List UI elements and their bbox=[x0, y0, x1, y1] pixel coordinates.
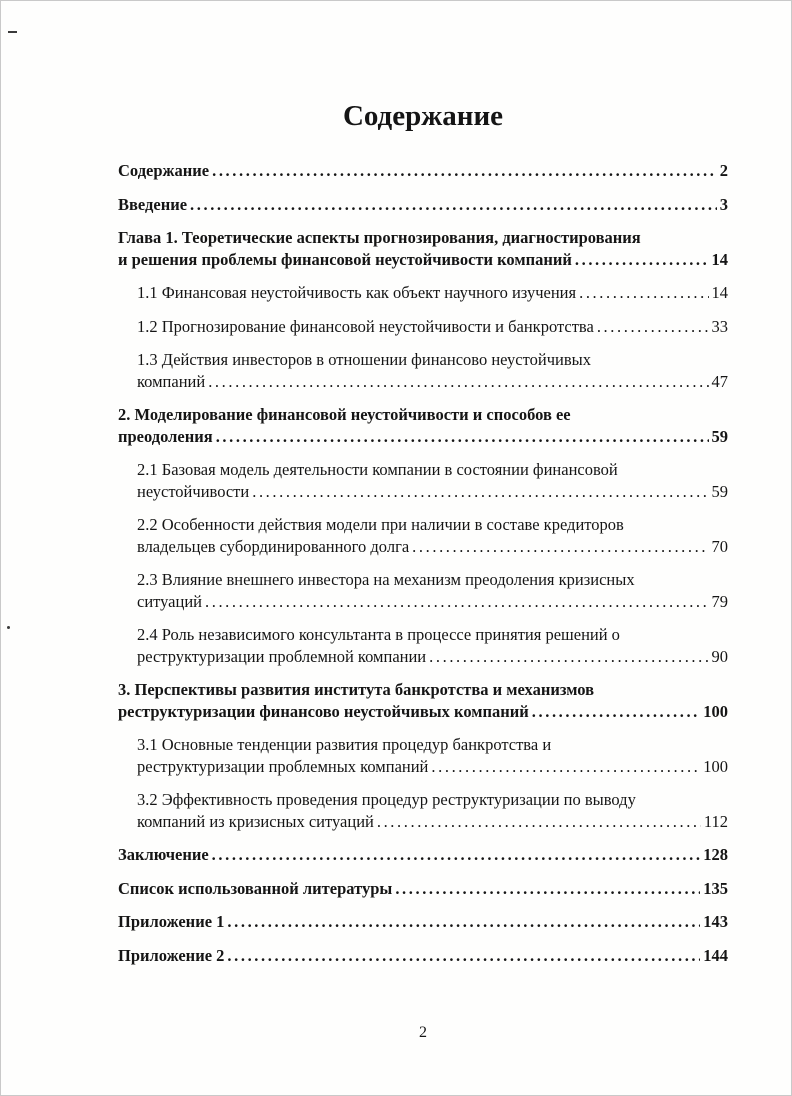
toc-entry bbox=[137, 624, 728, 667]
toc-entry bbox=[118, 911, 728, 933]
dot-leader bbox=[205, 591, 709, 613]
toc-entry-last-line bbox=[137, 371, 728, 393]
toc-page-number: 144 bbox=[703, 945, 728, 965]
toc-entry-text: ситуаций bbox=[137, 591, 202, 611]
dot-leader bbox=[212, 844, 701, 866]
toc-entry bbox=[118, 227, 728, 270]
toc-entry-last-line bbox=[137, 646, 728, 668]
dot-leader bbox=[252, 481, 708, 503]
toc-entry bbox=[137, 514, 728, 557]
toc-page-number: 59 bbox=[711, 481, 728, 501]
toc-entry-text: преодоления bbox=[118, 426, 213, 446]
page-title: Содержание bbox=[342, 100, 504, 132]
dot-leader bbox=[216, 426, 709, 448]
dot-leader bbox=[190, 194, 717, 216]
toc-page-number: 14 bbox=[711, 249, 728, 269]
toc-entry bbox=[137, 789, 728, 832]
toc-entry-last-line bbox=[137, 756, 728, 778]
dot-leader bbox=[377, 811, 701, 833]
dot-leader bbox=[532, 701, 700, 723]
dot-leader bbox=[575, 249, 709, 271]
dot-leader bbox=[597, 316, 709, 338]
toc-page-number: 70 bbox=[711, 536, 728, 556]
dot-leader bbox=[227, 945, 700, 967]
toc-entry-last-line bbox=[137, 811, 728, 833]
toc-entry-text: 2.1 Базовая модель деятельности компании в состоянии финансовой bbox=[137, 460, 618, 479]
toc-entry-text: и решения проблемы финансовой неустойчивости компаний bbox=[118, 249, 572, 269]
toc-entry bbox=[137, 459, 728, 502]
toc-page-number: 100 bbox=[703, 701, 728, 721]
toc-entry bbox=[118, 194, 728, 216]
toc-entry-text: неустойчивости bbox=[137, 481, 250, 501]
toc-page-number: 90 bbox=[711, 646, 728, 666]
toc-entry-text: 1.2 Прогнозирование финансовой неустойчивости и банкротства bbox=[137, 316, 594, 336]
toc-page-number: 79 bbox=[711, 591, 728, 611]
toc-entry bbox=[118, 844, 728, 866]
scan-artifact bbox=[8, 31, 17, 33]
toc-entry-text: 2.4 Роль независимого консультанта в процессе принятия решений о bbox=[137, 625, 620, 644]
toc-entry-last-line bbox=[118, 426, 728, 448]
toc-entry-text: Заключение bbox=[118, 845, 209, 864]
toc-entry-last-line bbox=[118, 911, 728, 933]
toc-entry-last-line bbox=[118, 160, 728, 182]
toc-entry-text: Глава 1. Теоретические аспекты прогнозирования, диагностирования bbox=[118, 228, 641, 247]
toc-entry bbox=[118, 878, 728, 900]
dot-leader bbox=[412, 536, 708, 558]
toc-entry-last-line bbox=[118, 701, 728, 723]
dot-leader bbox=[431, 756, 700, 778]
toc-entry-last-line bbox=[137, 481, 728, 503]
toc-entry-text: 2.2 Особенности действия модели при наличии в составе кредиторов bbox=[137, 515, 624, 534]
toc-entry-last-line bbox=[118, 844, 728, 866]
toc-entry-text: Содержание bbox=[118, 161, 210, 180]
toc-page-number: 100 bbox=[703, 756, 728, 776]
toc-entry-text: реструктуризации проблемных компаний bbox=[137, 756, 429, 776]
toc-entry-last-line bbox=[118, 194, 728, 216]
toc-entry bbox=[137, 734, 728, 777]
toc-entry bbox=[118, 160, 728, 182]
toc-entry bbox=[118, 404, 728, 447]
toc-entry-last-line bbox=[118, 249, 728, 271]
toc-entry-last-line bbox=[137, 316, 728, 338]
toc-entry-text: владельцев субординированного долга bbox=[137, 536, 410, 556]
dot-leader bbox=[227, 911, 700, 933]
toc-entry-last-line bbox=[137, 282, 728, 304]
toc-page-number: 14 bbox=[711, 283, 728, 302]
toc-entry-text: реструктуризации проблемной компании bbox=[137, 646, 427, 666]
toc-entry-text: 2.3 Влияние внешнего инвестора на механизм преодоления кризисных bbox=[137, 570, 635, 589]
toc-entry-text: реструктуризации финансово неустойчивых компаний bbox=[118, 701, 529, 721]
toc-entry-text: компаний из кризисных ситуаций bbox=[137, 811, 374, 831]
toc-entry-last-line bbox=[118, 878, 728, 900]
toc-entry-text: 1.3 Действия инвесторов в отношении финансово неустойчивых bbox=[137, 350, 591, 369]
toc-entry-text: Введение bbox=[118, 194, 188, 214]
toc-entry-text: 1.1 Финансовая неустойчивость как объект научного изучения bbox=[137, 283, 577, 302]
toc-list bbox=[118, 160, 728, 966]
dot-leader bbox=[212, 160, 717, 182]
toc-entry-text: 3. Перспективы развития института банкротства и механизмов bbox=[118, 680, 595, 699]
toc-page-number: 59 bbox=[711, 426, 728, 446]
toc-page-number: 143 bbox=[703, 912, 728, 931]
toc-entry bbox=[137, 569, 728, 612]
toc-entry-text: Список использованной литературы bbox=[118, 878, 393, 898]
toc-entry-last-line bbox=[118, 945, 728, 967]
toc-entry-text: 3.2 Эффективность проведения процедур реструктуризации по выводу bbox=[137, 790, 636, 809]
scan-artifact bbox=[7, 626, 10, 629]
dot-leader bbox=[395, 878, 700, 900]
toc-page-number: 3 bbox=[719, 194, 728, 214]
toc-page-number: 112 bbox=[703, 811, 728, 831]
toc-entry-text: компаний bbox=[137, 371, 206, 391]
toc-page-number: 33 bbox=[711, 316, 728, 336]
toc-entry-text: 3.1 Основные тенденции развития процедур банкротства и bbox=[137, 735, 552, 754]
toc-entry-text: 2. Моделирование финансовой неустойчивости и способов ее bbox=[118, 405, 571, 424]
toc-content bbox=[118, 100, 728, 978]
toc-page-number: 47 bbox=[711, 371, 728, 391]
dot-leader bbox=[579, 282, 708, 304]
toc-page-number: 128 bbox=[703, 845, 728, 864]
toc-entry bbox=[118, 679, 728, 722]
toc-entry-last-line bbox=[137, 536, 728, 558]
dot-leader bbox=[429, 646, 708, 668]
toc-entry-text: Приложение 2 bbox=[118, 945, 225, 965]
toc-page-number: 2 bbox=[719, 161, 728, 180]
toc-entry bbox=[118, 945, 728, 967]
toc-entry-text: Приложение 1 bbox=[118, 912, 225, 931]
toc-entry-last-line bbox=[137, 591, 728, 613]
toc-entry bbox=[137, 316, 728, 338]
toc-page-number: 135 bbox=[703, 878, 728, 898]
footer-page-number: 2 bbox=[419, 1024, 427, 1041]
toc-entry bbox=[137, 282, 728, 304]
toc-entry bbox=[137, 349, 728, 392]
dot-leader bbox=[208, 371, 708, 393]
